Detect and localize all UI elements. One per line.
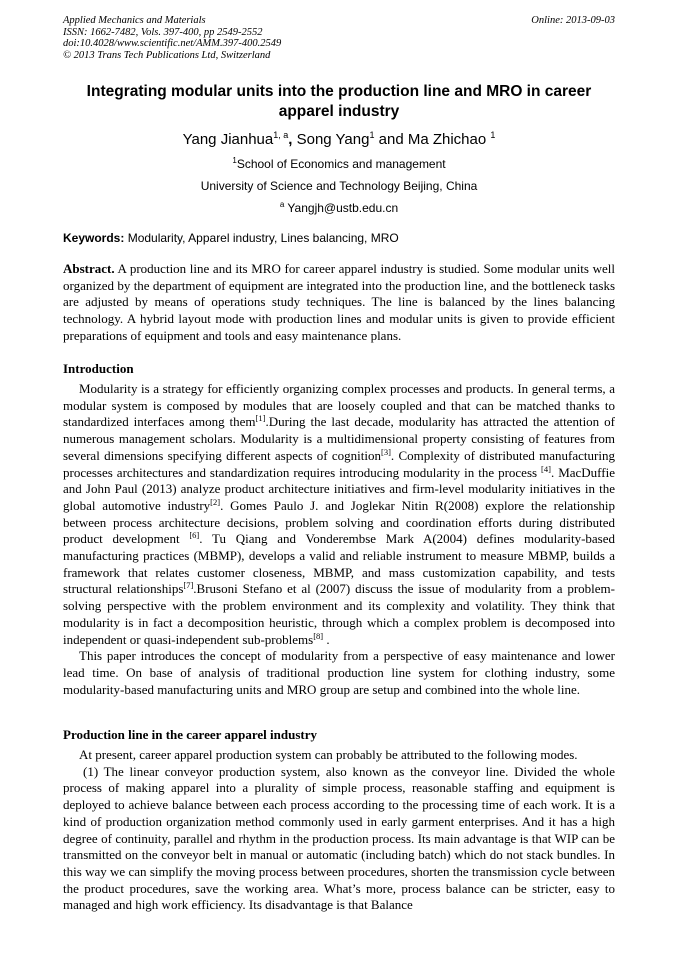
introduction-heading: Introduction — [63, 361, 134, 376]
abstract-text: A production line and its MRO for career apparel industry is studied. Some modular units well organized by the department of equipment are integrated into the production line, and the bottleneck tasks are adjusted by means of operations study techniques. The line is balanced by the lines balancing technology. A hybrid layout mode with production lines and modular units is given to provide efficient preparations of equipment and tools and easy maintenance plans. — [63, 261, 615, 343]
citation[interactable]: [7] — [183, 580, 194, 591]
section2-paragraph-2: (1) The linear conveyor production system, also known as the conveyor line. Divided the whole process of making apparel into a plurality of simple process, reasonable staffing and equipment is deployed to achieve balance between each process according to the processing time of each work. It is a kind of production organization method commonly used in early garment enterprises. And it has a high degree of continuity, parallel and rhythm in the production process. Its main advantage is that WIP can be transmitted on the conveyor belt in manual or automatic (including batch) which do not stack bundles. In this way we can simplify the moving process between procedures, shorten the transmission cycle between the product procedures, save the working area. What’s more, process balance can be stricter, easy to managed and high work efficiency. Its disadvantage is that Balance — [63, 763, 615, 913]
abstract-label: Abstract. — [63, 261, 115, 276]
affiliation-university: University of Science and Technology Beijing, China — [200, 179, 478, 193]
citation[interactable]: [3] — [380, 446, 391, 457]
doi-line[interactable]: doi:10.4028/www.scientific.net/AMM.397-400.2549 — [63, 38, 282, 49]
journal-header — [63, 15, 615, 61]
section-heading-production-line: Production line in the career apparel industry — [63, 727, 317, 742]
intro-paragraph-1: Modularity is a strategy for efficiently organizing complex processes and products. In general terms, a modular system is composed by modules that are loosely coupled and that can be matched thanks to standardized interfaces among them[1].During the last decade, modularity has attracted the attention of numerous management scholars. Modularity is a multidimensional property consisting of features from several dimensions specifying different aspects of cognition[3]. Complexity of distributed manufacturing processes architectures and standardization requires introducing modularity in the process [4]. MacDuffie and John Paul (2013) analyze product architecture initiatives and firm-level modularity initiatives in the global automotive industry[2]. Gomes Paulo J. and Joglekar Nitin R(2008) explore the relationship between process architecture decisions, problem solving and coordination efforts during distributed product development [6]. Tu Qiang and Vonderembse Mark A(2004) defines modularity-based manufacturing practices (MBMP), develops a valid and reliable instrument to measure MBMP, builds a framework that relates customer closeness, MBMP, and mass customization capability, and tests structural relationships[7].Brusoni Stefano et al (2007) discuss the issue of modularity from a problem-solving perspective with the problem environment and its complexity and volatility. They think that modularity is in fact a decomposition heuristic, through which a complex problem is decomposed into independent or quasi-independent sub-problems[8] . — [63, 381, 615, 647]
abstract — [63, 261, 615, 345]
section-production-line-body — [63, 747, 615, 914]
citation[interactable]: [6] — [189, 530, 200, 541]
author-separator: , — [288, 131, 293, 148]
author-3: and Ma Zhichao — [374, 131, 491, 148]
author-1: Yang Jianhua — [182, 131, 274, 148]
issn-line: ISSN: 1662-7482, Vols. 397-400, pp 2549-2552 — [63, 26, 263, 38]
author-1-affil: 1, a — [273, 130, 289, 140]
affiliation-school: $^1$School of Economics and management — [232, 156, 446, 171]
citation[interactable]: [4] — [541, 463, 551, 474]
author-list — [63, 131, 615, 149]
journal-name: Applied Mechanics and Materials — [63, 15, 206, 26]
keywords — [63, 231, 615, 246]
section2-paragraph-1: At present, career apparel production system can probably be attributed to the following modes. — [79, 747, 578, 762]
online-date: Online: 2013-09-03 — [531, 15, 615, 26]
author-2-affil: 1 — [369, 130, 375, 140]
citation[interactable]: [1] — [255, 413, 266, 424]
keywords-label: Keywords: — [63, 231, 125, 245]
author-email: $^a$ Yangjh@ustb.edu.cn — [279, 200, 399, 215]
citation[interactable]: [8] — [313, 630, 324, 641]
keywords-text: Modularity, Apparel industry, Lines balancing, MRO — [124, 231, 399, 245]
intro-paragraph-2: This paper introduces the concept of modularity from a perspective of easy maintenance and lower lead time. On base of analysis of traditional production line system for clothing industry, some modularity-based manufacturing units and MRO group are setup and combined into the whole line. — [63, 648, 615, 697]
copyright-line: © 2013 Trans Tech Publications Ltd, Switzerland — [63, 49, 271, 61]
introduction-body — [63, 381, 615, 698]
author-3-affil: 1 — [490, 130, 496, 140]
author-2: Song Yang — [292, 131, 370, 148]
citation[interactable]: [2] — [210, 496, 221, 507]
paper-title: Integrating modular units into the production line and MRO in career apparel industry — [86, 83, 592, 120]
